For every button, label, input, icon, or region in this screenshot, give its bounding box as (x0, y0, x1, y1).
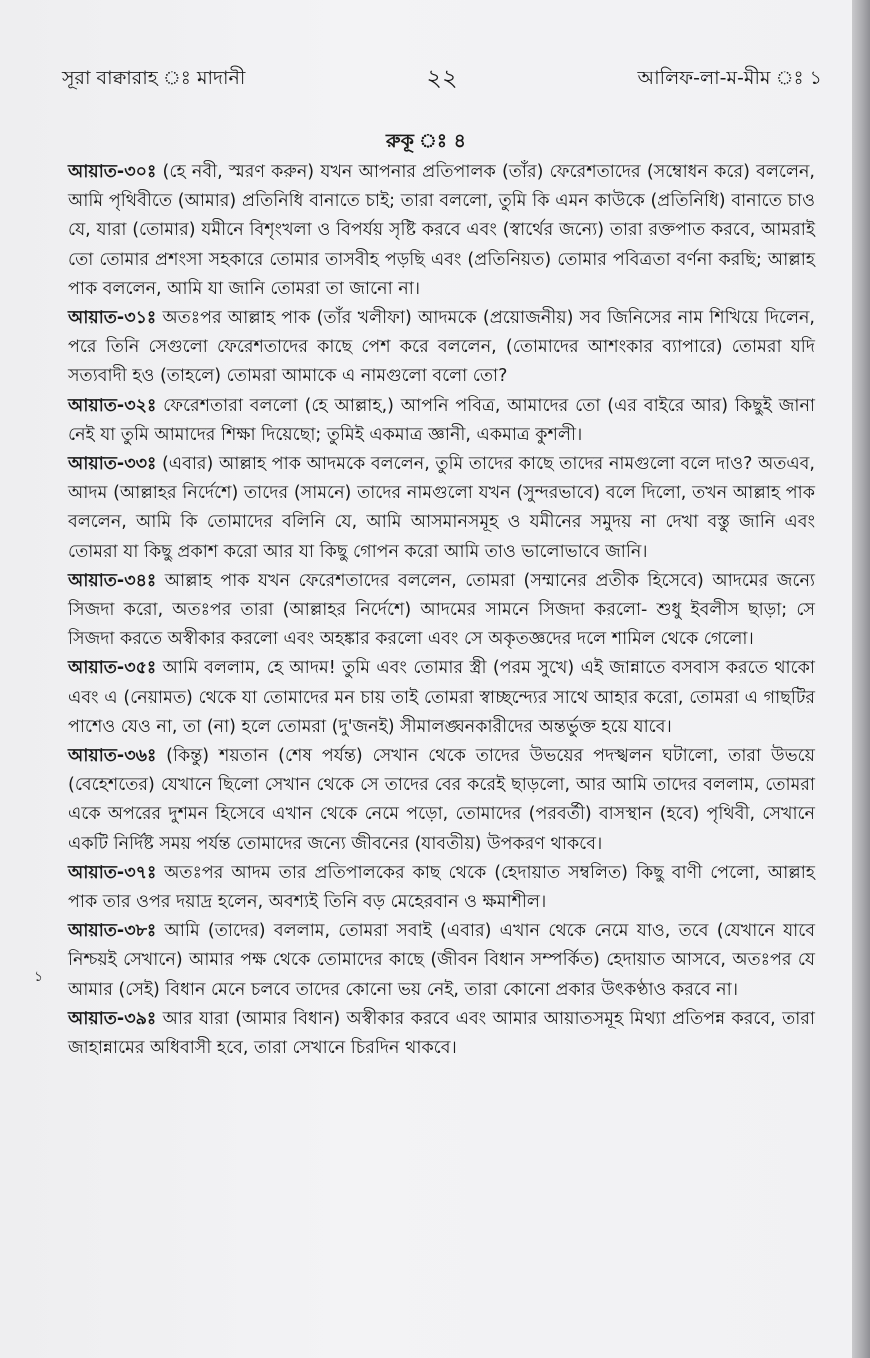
ayat-label: আয়াত-৩৫ঃ (68, 658, 157, 679)
ayat-label: আয়াত-৩২ঃ (68, 395, 157, 416)
ayat-paragraph (68, 917, 815, 1005)
surah-name: সূরা বাক্বারাহ ঃ মাদানী (62, 67, 246, 89)
ayat-label: আয়াত-৩৭ঃ (68, 862, 157, 883)
ayat-text: অতঃপর আদম তার প্রতিপালকের কাছ থেকে (হেদায়াত সম্বলিত) কিছু বাণী পেলো, আল্লাহ পাক তার ওপর দয়াদ্র হলেন, অবশ্যই তিনি বড় মেহেরবান ও ক্ষমাশীল। (68, 862, 815, 913)
ayat-text: আমি (তাদের) বললাম, তোমরা সবাই (এবার) এখান থেকে নেমে যাও, তবে (যেখানে যাবে নিশ্চয়ই সেখানে) আমার পক্ষ থেকে তোমাদের কাছে (জীবন বিধান সম্পর্কিত) হেদায়াত আসবে, অতঃপর যে আমার (সেই) বিধান মেনে চলবে তাদের কোনো ভয় নেই, তারা কোনো প্রকার উৎকণ্ঠাও করবে না। (68, 921, 815, 1000)
ayat-text: ফেরেশতারা বললো (হে আল্লাহ,) আপনি পবিত্র, আমাদের তো (এর বাইরে আর) কিছুই জানা নেই যা তুমি আমাদের শিক্ষা দিয়েছো; তুমিই একমাত্র জ্ঞানী, একমাত্র কুশলী। (68, 395, 815, 445)
ayat-paragraph (68, 567, 815, 655)
section-title: রুকূ ঃ ৪ (386, 130, 466, 152)
ayat-text: (কিন্তু) শয়তান (শেষ পর্যন্ত) সেখান থেকে তাদের উভয়ের পদস্খলন ঘটালো, তারা উভয়ে (বেহেশতের) যেখানে ছিলো সেখান থেকে সে তাদের বের করেই ছাড়লো, আর আমি তাদের বললাম, তোমরা একে অপরের দুশমন হিসেবে এখান থেকে নেমে পড়ো, তোমাদের (পরবর্তী) বাসস্থান (হবে) পৃথিবী, সেখানে একটি নির্দিষ্ট সময় পর্যন্ত তোমাদের জন্যে জীবনের (যাবতীয়) উপকরণ থাকবে। (68, 746, 815, 854)
ayat-label: আয়াত-৩০ঃ (68, 162, 157, 182)
ayat-paragraph (68, 450, 815, 567)
ayat-text: (হে নবী, স্মরণ করুন) যখন আপনার প্রতিপালক (তাঁর) ফেরেশতাদের (সম্বোধন করে) বললেন, আমি পৃথিবীতে (আমার) প্রতিনিধি বানাতে চাই; তারা বললো, তুমি কি এমন কাউকে (প্রতিনিধি) বানাতে চাও যে, যারা (তোমার) যমীনে বিশৃংখলা ও বিপর্যয় সৃষ্টি করবে এবং (স্বার্থের জন্যে) তারা রক্তপাত করবে, আমরাই তো তোমার প্রশংসা সহকারে তোমার তাসবীহ পড়ছি এবং (প্রতিনিয়ত) তোমার পবিত্রতা বর্ণনা করছি; আল্লাহ পাক বললেন, আমি যা জানি তোমরা তা জানো না। (68, 162, 815, 299)
page-edge (852, 0, 870, 1358)
ayat-label: আয়াত-৩১ঃ (68, 308, 157, 329)
ayat-paragraph (68, 392, 815, 450)
ayat-paragraph (68, 304, 815, 392)
ayat-text: আর যারা (আমার বিধান) অস্বীকার করবে এবং আমার আয়াতসমূহ মিথ্যা প্রতিপন্ন করবে, তারা জাহান্নামের অধিবাসী হবে, তারা সেখানে চিরদিন থাকবে। (68, 1008, 815, 1059)
ayat-label: আয়াত-৩৩ঃ (68, 454, 157, 475)
juz-name: আলিফ-লা-ম-মীম ঃ ১ (637, 67, 822, 89)
ayat-label: আয়াত-৩৮ঃ (68, 921, 157, 942)
ayat-paragraph (68, 742, 815, 859)
ayat-text: আমি বললাম, হে আদম! তুমি এবং তোমার স্ত্রী (পরম সুখে) এই জান্নাতে বসবাস করতে থাকো এবং এ (নেয়ামত) থেকে যা তোমাদের মন চায় তাই তোমরা স্বাচ্ছন্দ্যের সাথে আহার করো, তোমরা এ গাছটির পাশেও যেও না, তা (না) হলে তোমরা (দু'জনই) সীমালঙ্ঘনকারীদের অন্তর্ভুক্ত হয়ে যাবে। (68, 658, 815, 737)
page-header (62, 60, 822, 96)
ayat-text: (এবার) আল্লাহ পাক আদমকে বললেন, তুমি তাদের কাছে তাদের নামগুলো বলে দাও? অতএব, আদম (আল্লাহর নির্দেশে) তাদের (সামনে) তাদের নামগুলো যখন (সুন্দরভাবে) বলে দিলো, তখন আল্লাহ পাক বললেন, আমি কি তোমাদের বলিনি যে, আমি আসমানসমূহ ও যমীনের সমুদয় না দেখা বস্তু জানি এবং তোমরা যা কিছু প্রকাশ করো আর যা কিছু গোপন করো আমি তাও ভালোভাবে জানি। (68, 454, 815, 562)
ayat-text: আল্লাহ পাক যখন ফেরেশতাদের বললেন, তোমরা (সম্মানের প্রতীক হিসেবে) আদমের জন্যে সিজদা করো, অতঃপর তারা (আল্লাহর নির্দেশে) আদমের সামনে সিজদা করলো- শুধু ইবলীস ছাড়া; সে সিজদা করতে অস্বীকার করলো এবং অহঙ্কার করলো এবং সে অকৃতজ্ঞদের দলে শামিল থেকে গেলো। (68, 570, 815, 650)
ayat-label: আয়াত-৩৬ঃ (68, 746, 157, 767)
ayat-label: আয়াত-৩৯ঃ (68, 1008, 157, 1029)
ayat-label: আয়াত-৩৪ঃ (68, 570, 157, 591)
ayat-paragraph (68, 158, 815, 304)
ayat-text: অতঃপর আল্লাহ পাক (তাঁর খলীফা) আদমকে (প্রয়োজনীয়) সব জিনিসের নাম শিখিয়ে দিলেন, পরে তিনি সেগুলো ফেরেশতাদের কাছে পেশ করে বললেন, (তোমাদের আশংকার ব্যাপারে) তোমরা যদি সত্যবাদী হও (তাহলে) তোমরা আমাকে এ নামগুলো বলো তো? (68, 308, 815, 387)
margin-mark: ১ (34, 969, 44, 985)
page-body (68, 158, 815, 1063)
ayat-paragraph (68, 1005, 815, 1063)
ayat-paragraph (68, 654, 815, 742)
ayat-paragraph (68, 859, 815, 917)
page-number: ২২ (426, 64, 458, 92)
